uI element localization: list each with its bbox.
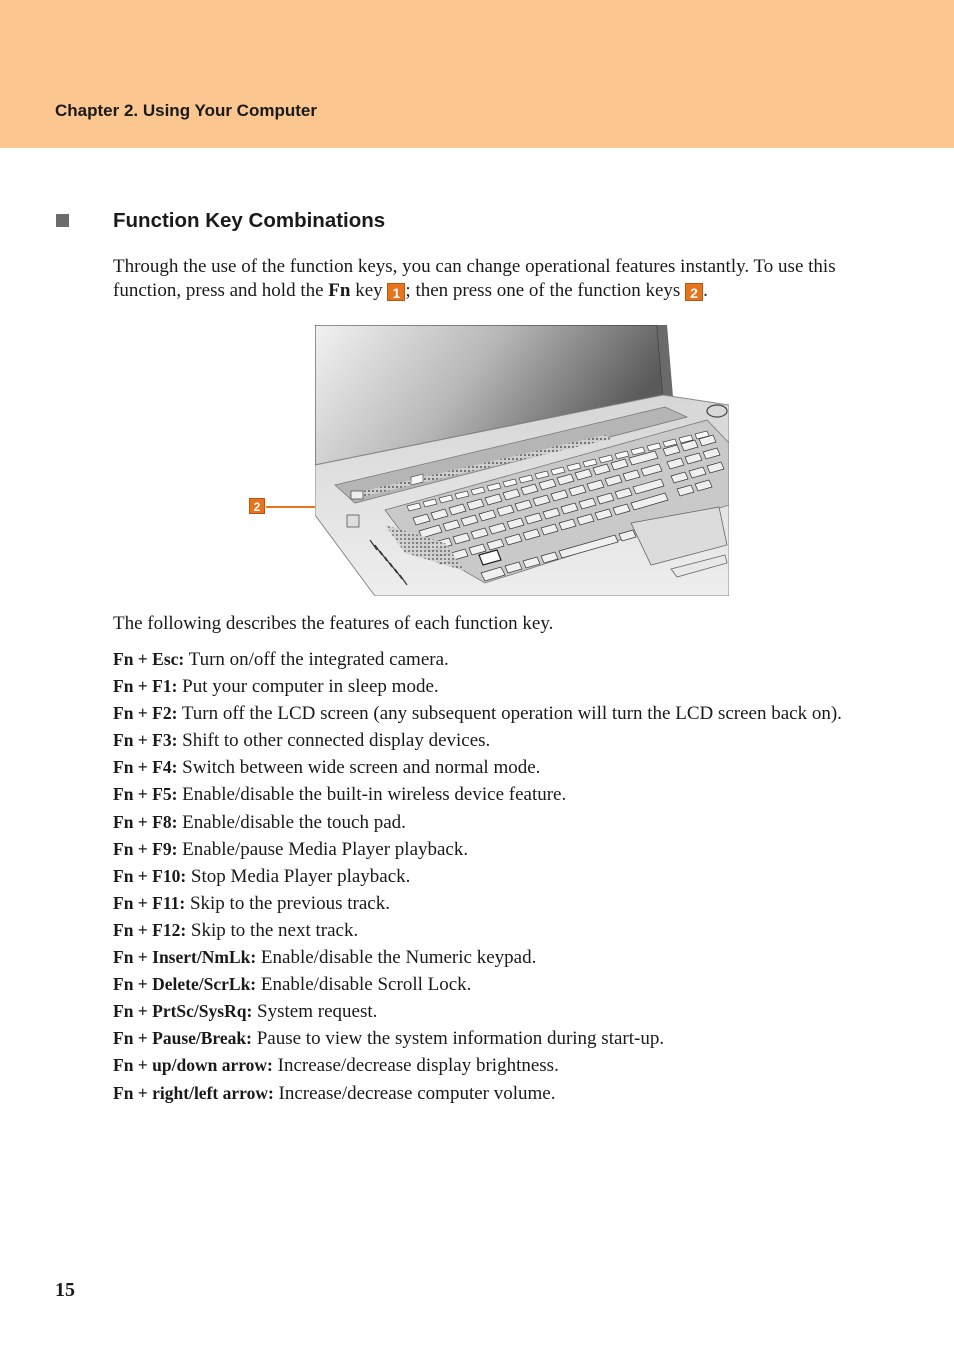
- function-key-label: Fn + F8:: [113, 811, 178, 832]
- fn-key-word: Fn: [328, 280, 351, 301]
- function-description: Turn on/off the integrated camera.: [184, 649, 449, 670]
- function-description: Stop Media Player playback.: [186, 865, 411, 887]
- intro-paragraph: [113, 255, 873, 303]
- section-title: Function Key Combinations: [113, 209, 386, 232]
- laptop-keyboard-illustration: [315, 325, 729, 596]
- chapter-header-band: [0, 0, 954, 148]
- list-item: [113, 673, 853, 700]
- function-description: Turn off the LCD screen (any subsequent operation will turn the LCD screen back on).: [177, 703, 842, 725]
- function-key-label: Fn + F12:: [113, 919, 187, 940]
- list-item: [113, 890, 853, 917]
- section-bullet-icon: [56, 214, 69, 227]
- list-item: [113, 809, 853, 836]
- function-description: Enable/disable the touch pad.: [177, 811, 406, 833]
- function-key-label: Fn + PrtSc/SysRq:: [113, 1001, 253, 1022]
- list-item: [113, 998, 853, 1025]
- list-item: [113, 781, 853, 808]
- function-key-label: Fn + right/left arrow:: [113, 1082, 274, 1103]
- function-key-label: Fn + F9:: [113, 838, 178, 859]
- function-description: Skip to the next track.: [186, 919, 359, 941]
- callout-badge-1-icon: 1: [387, 283, 405, 301]
- function-description: Enable/disable Scroll Lock.: [256, 974, 472, 996]
- page-number: 15: [55, 1279, 75, 1301]
- list-item: [113, 1025, 853, 1052]
- list-item: [113, 1080, 853, 1107]
- list-item: [113, 646, 853, 673]
- function-description: Shift to other connected display devices.: [177, 730, 491, 752]
- intro-text-3: ; then press one of the function keys: [405, 280, 686, 301]
- function-description: Switch between wide screen and normal mode.: [177, 757, 541, 779]
- function-key-label: Fn + Delete/ScrLk:: [113, 974, 257, 995]
- intro-text-1: Through the use of the function keys, you can change operational features instantly. To use this function, press and hold the: [113, 256, 836, 301]
- list-item: [113, 727, 853, 754]
- function-description: Enable/disable the Numeric keypad.: [256, 947, 537, 969]
- intro-text-2: key: [350, 280, 388, 301]
- function-description: Enable/pause Media Player playback.: [177, 838, 469, 860]
- function-key-label: Fn + F11:: [113, 892, 186, 913]
- function-description: Increase/decrease display brightness.: [272, 1055, 559, 1077]
- function-description: Increase/decrease computer volume.: [273, 1082, 556, 1104]
- intro-text-4: .: [703, 280, 708, 301]
- function-key-label: Fn + Insert/NmLk:: [113, 947, 257, 968]
- callout-badge-2-icon: 2: [685, 283, 703, 301]
- function-key-label: Fn + F5:: [113, 784, 178, 805]
- function-description: Put your computer in sleep mode.: [177, 676, 439, 698]
- function-description: Pause to view the system information during start-up.: [251, 1028, 665, 1050]
- list-item: [113, 971, 853, 998]
- function-key-label: Fn + F1:: [113, 676, 178, 697]
- function-key-label: Fn + Pause/Break:: [113, 1028, 252, 1049]
- list-item: [113, 917, 853, 944]
- list-item: [113, 944, 853, 971]
- function-key-label: Fn + up/down arrow:: [113, 1055, 273, 1076]
- list-item: [113, 836, 853, 863]
- function-key-label: Fn + F10:: [113, 865, 187, 886]
- function-key-list: [113, 646, 853, 1107]
- function-description: System request.: [252, 1001, 378, 1023]
- function-key-label: Fn + F2:: [113, 703, 178, 724]
- function-key-label: Fn + Esc:: [113, 649, 185, 669]
- chapter-title: Chapter 2. Using Your Computer: [55, 101, 317, 120]
- list-item: [113, 1052, 853, 1079]
- function-key-label: Fn + F4:: [113, 757, 178, 778]
- function-list-intro: The following describes the features of each function key.: [113, 613, 554, 634]
- function-key-label: Fn + F3:: [113, 730, 178, 751]
- function-description: Skip to the previous track.: [185, 892, 390, 914]
- list-item: [113, 754, 853, 781]
- list-item: [113, 700, 853, 727]
- function-description: Enable/disable the built-in wireless device feature.: [177, 784, 567, 806]
- list-item: [113, 863, 853, 890]
- figure-callout-2-icon: 2: [249, 498, 265, 514]
- laptop-keyboard-figure: [315, 325, 729, 596]
